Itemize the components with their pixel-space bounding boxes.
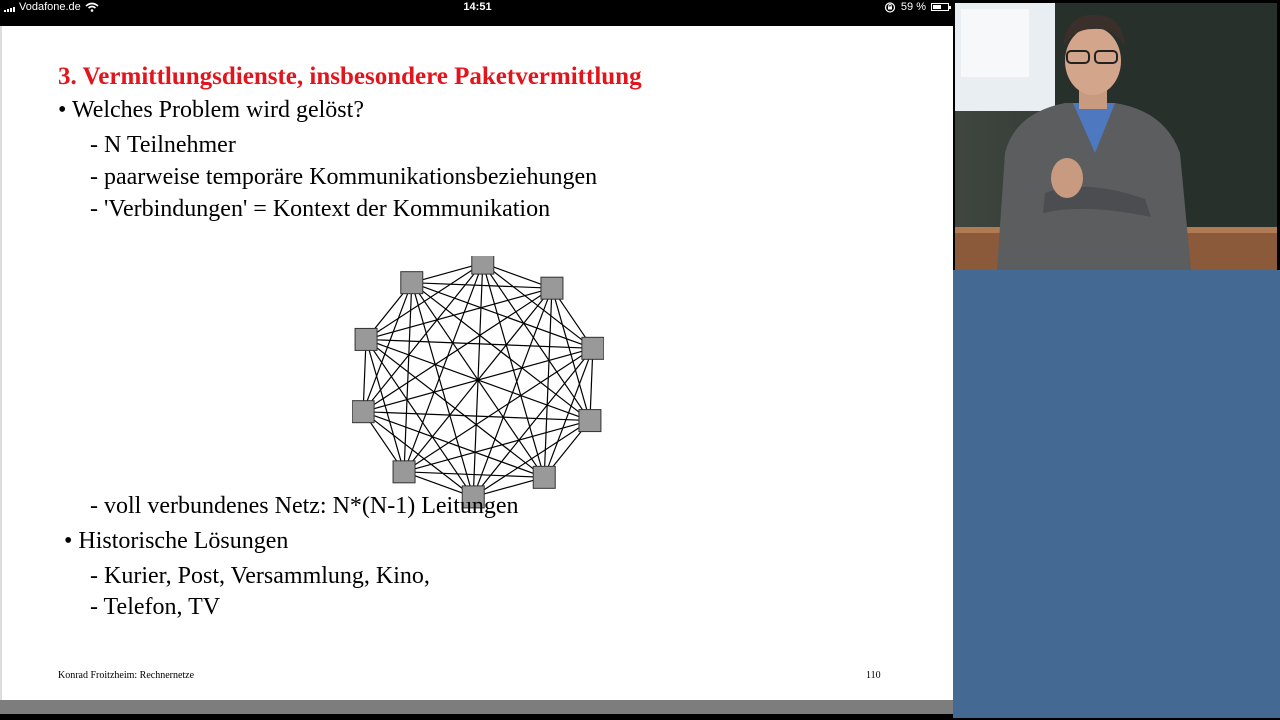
- network-node: [582, 337, 604, 359]
- network-node: [355, 328, 377, 350]
- sub-item-participants: - N Teilnehmer: [90, 132, 236, 158]
- network-link: [412, 283, 473, 497]
- network-link: [404, 421, 590, 472]
- network-link: [412, 283, 590, 421]
- network-node: [352, 401, 374, 423]
- carrier-name: Vodafone.de: [19, 1, 81, 13]
- network-link: [404, 283, 412, 472]
- slide-page-number: 110: [866, 670, 881, 681]
- sub-item-pairwise: - paarweise temporäre Kommunikationsbeziehungen: [90, 164, 598, 190]
- sub-item-telephone: - Telefon, TV: [90, 594, 221, 620]
- battery-icon: [931, 3, 949, 11]
- sub-item-full-mesh: - voll verbundenes Netz: N*(N-1) Leitungen: [90, 493, 519, 519]
- network-node: [401, 272, 423, 294]
- lecturer-video: [955, 3, 1277, 270]
- network-node: [393, 461, 415, 483]
- lecturer-video-frame: [955, 3, 1277, 270]
- status-right: [884, 1, 949, 13]
- slide-title: 3. Vermittlungsdienste, insbesondere Paketvermittlung: [58, 63, 642, 90]
- full-mesh-network-diagram: [352, 256, 604, 516]
- slide-footer-author: Konrad Froitzheim: Rechnernetze: [58, 670, 195, 681]
- network-link: [363, 412, 473, 497]
- network-node: [579, 410, 601, 432]
- network-link: [366, 339, 544, 477]
- clock: 14:51: [463, 1, 492, 13]
- network-node: [533, 466, 555, 488]
- status-bar: [0, 0, 955, 16]
- sub-item-courier: - Kurier, Post, Versammlung, Kino,: [90, 563, 430, 589]
- rotation-lock-icon: [884, 2, 896, 13]
- side-panel: [953, 270, 1280, 718]
- network-link: [544, 288, 552, 477]
- slide-scroll-bar: [0, 700, 953, 714]
- network-link: [366, 288, 552, 339]
- battery-percent: 59 %: [900, 1, 926, 13]
- bullet-historical: • Historische Lösungen: [64, 528, 289, 554]
- presentation-slide: [0, 26, 953, 700]
- bullet-problem: • Welches Problem wird gelöst?: [58, 97, 364, 123]
- network-node: [541, 277, 563, 299]
- network-link: [412, 283, 544, 478]
- network-node: [472, 256, 494, 274]
- sub-item-connections: - 'Verbindungen' = Kontext der Kommunikation: [90, 196, 551, 222]
